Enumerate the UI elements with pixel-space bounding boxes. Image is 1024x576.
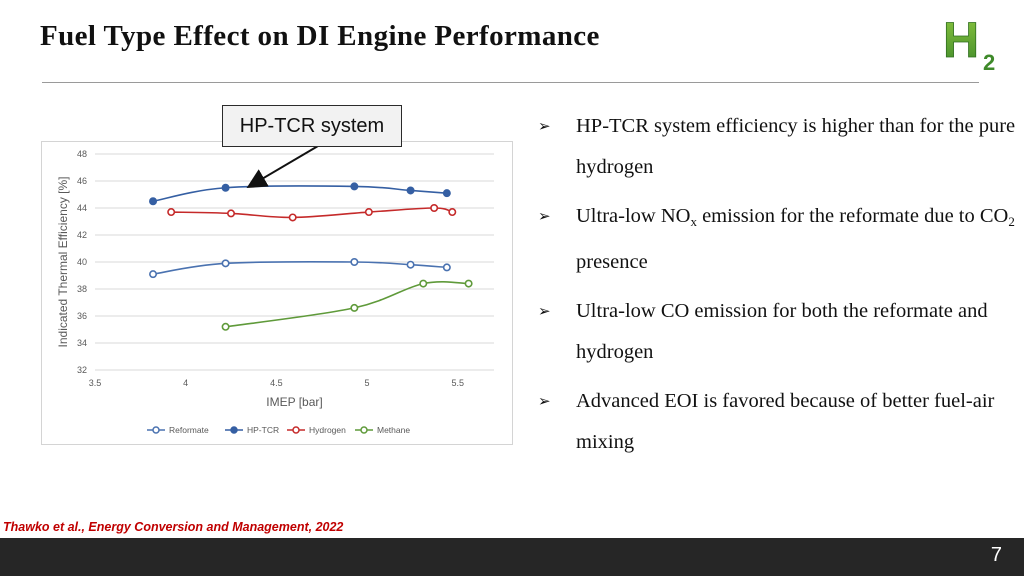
data-point-methane [222,324,228,330]
data-point-hydrogen [431,205,437,211]
x-tick-label: 5 [364,378,370,388]
data-point-hp-tcr [407,187,413,193]
hp-tcr-callout: HP-TCR system [222,105,402,147]
legend-marker [293,427,299,433]
data-point-hp-tcr [150,198,156,204]
logo-letter: H [943,12,980,68]
data-point-reformate [222,260,228,266]
citation: Thawko et al., Energy Conversion and Management, 2022 [3,520,344,534]
data-point-hydrogen [449,209,455,215]
bullet-text: Ultra-low CO emission for both the reformate and hydrogen [576,300,988,363]
bullet-item [538,106,1018,188]
data-point-reformate [407,262,413,268]
y-tick-label: 44 [76,203,87,213]
legend-label: HP-TCR [247,425,280,435]
arrow-bullet-icon: ➢ [538,207,551,225]
data-point-reformate [351,259,357,265]
data-point-reformate [150,271,156,277]
x-tick-label: 3.5 [88,378,102,388]
bullet-text-mid: emission for the reformate due to CO [696,205,1009,227]
series-line-reformate [153,262,447,274]
data-point-methane [420,280,426,286]
x-tick-label: 4.5 [270,378,283,388]
legend-marker [361,427,367,433]
y-tick-label: 34 [76,338,87,348]
y-tick-label: 48 [76,149,87,159]
logo-subscript: 2 [983,50,996,74]
bullet-subscript: x [690,214,697,229]
arrow-bullet-icon: ➢ [538,392,551,410]
x-tick-label: 5.5 [451,378,464,388]
x-tick-label: 4 [183,378,189,388]
series-line-hydrogen [171,208,452,217]
chart-canvas [42,142,512,444]
y-tick-label: 42 [76,230,87,240]
y-tick-label: 36 [76,311,87,321]
legend-marker [153,427,159,433]
data-point-hydrogen [168,209,174,215]
data-point-hp-tcr [351,183,357,189]
y-tick-label: 46 [76,176,87,186]
legend-label: Methane [377,425,411,435]
data-point-hp-tcr [444,190,450,196]
bullet-item [538,291,1018,373]
efficiency-chart [41,141,513,445]
bullet-subscript: 2 [1008,214,1015,229]
page-number: 7 [990,544,1002,566]
bullet-text: HP-TCR system efficiency is higher than for the pure hydrogen [576,115,1016,178]
data-point-hydrogen [228,210,234,216]
data-point-reformate [444,264,450,270]
title-divider [42,82,979,83]
h2-logo [940,12,1006,74]
slide-title: Fuel Type Effect on DI Engine Performance [40,20,600,52]
bullet-list [538,106,1018,471]
data-point-methane [351,305,357,311]
series-line-hp-tcr [153,186,447,201]
legend-marker [231,427,237,433]
bullet-text: Advanced EOI is favored because of better fuel-air mixing [576,390,995,453]
bullet-item [538,381,1018,463]
data-point-hydrogen [366,209,372,215]
bullet-item [538,196,1018,283]
data-point-hydrogen [289,214,295,220]
arrow-bullet-icon: ➢ [538,302,551,320]
bullet-text-post: presence [576,251,648,273]
y-axis-label: Indicated Thermal Efficiency [%] [56,176,70,348]
arrow-bullet-icon: ➢ [538,117,551,135]
bullet-text-pre: Ultra-low NO [576,205,691,227]
legend-label: Reformate [169,425,209,435]
data-point-methane [465,280,471,286]
x-axis-label: IMEP [bar] [266,395,323,409]
y-tick-label: 40 [76,257,87,267]
legend-label: Hydrogen [309,425,346,435]
data-point-hp-tcr [222,185,228,191]
y-tick-label: 38 [76,284,87,294]
footer-bar [0,538,1024,576]
y-tick-label: 32 [76,365,87,375]
